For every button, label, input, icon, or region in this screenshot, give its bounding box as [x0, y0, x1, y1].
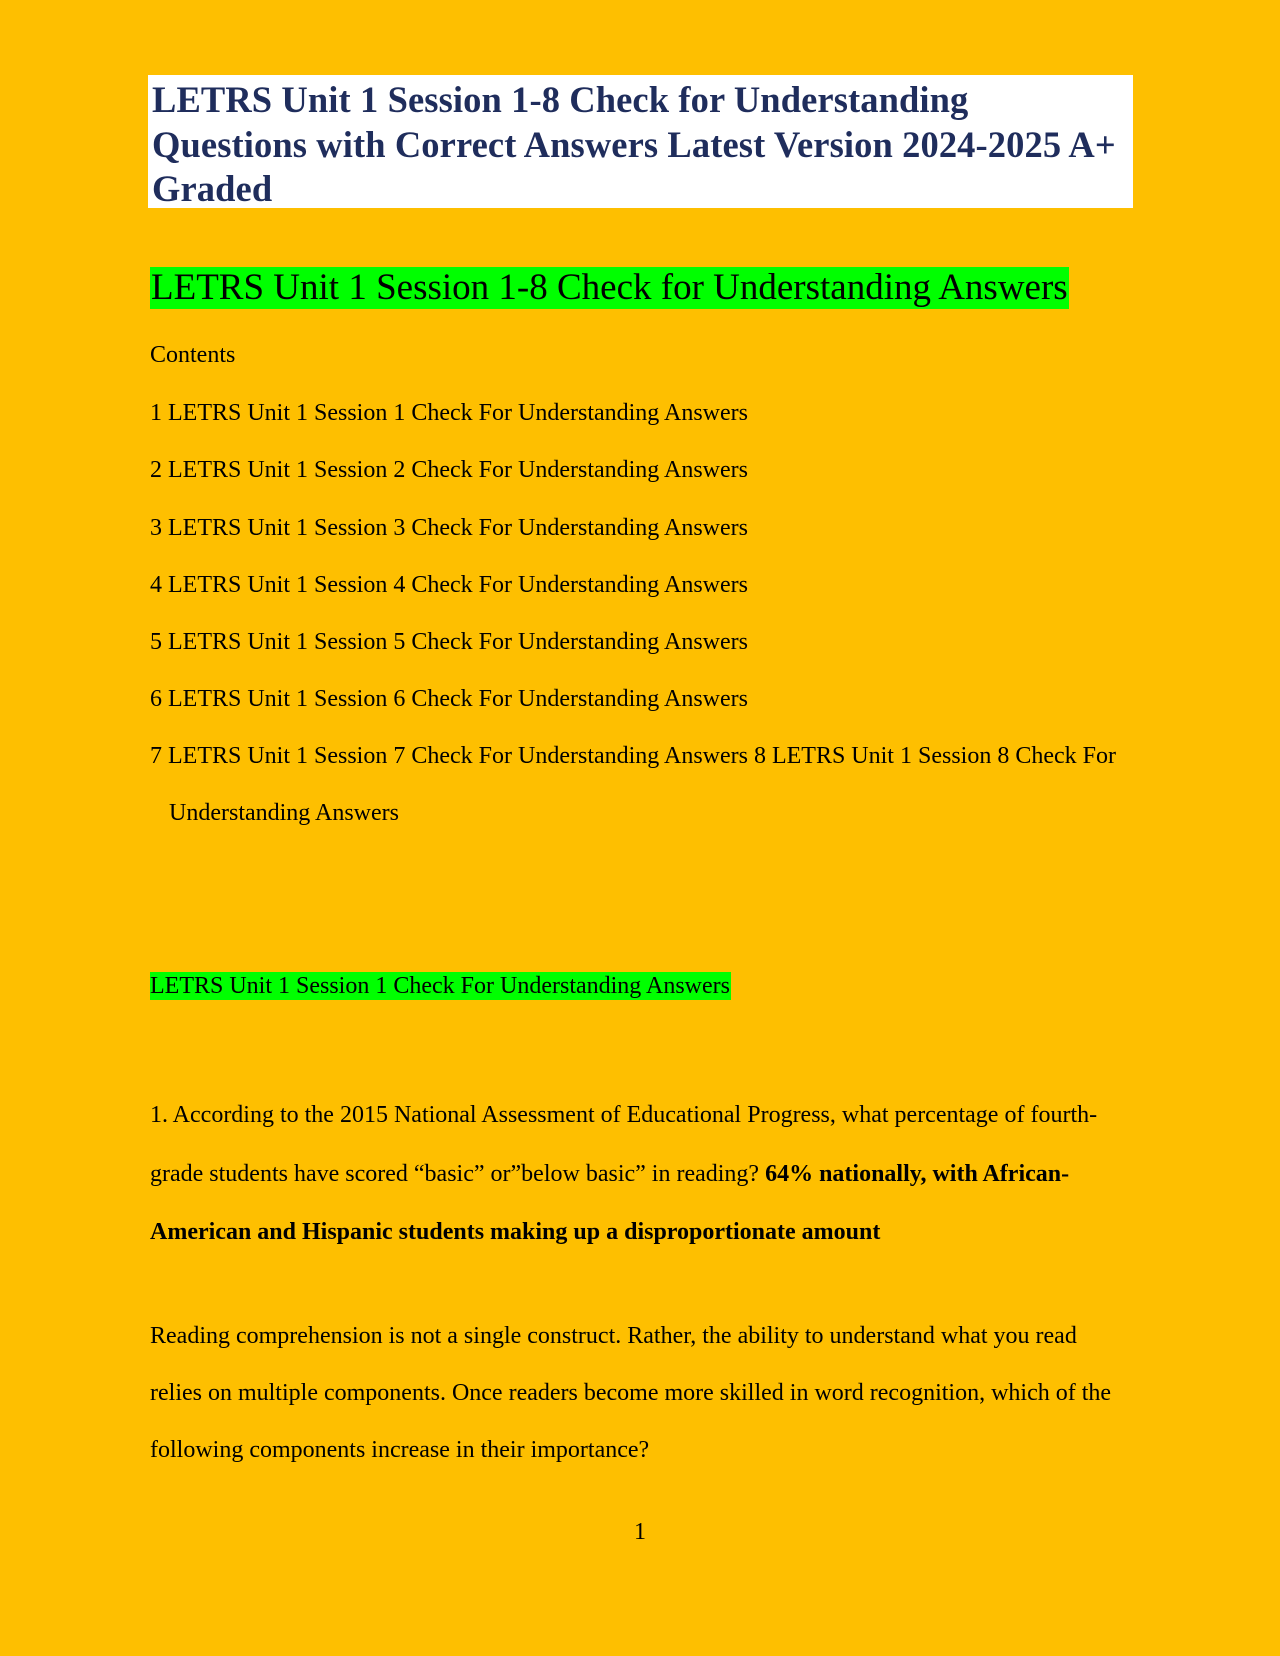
toc-item-4: 4 LETRS Unit 1 Session 4 Check For Understanding Answers [150, 571, 748, 598]
toc-item-3: 3 LETRS Unit 1 Session 3 Check For Understanding Answers [150, 514, 748, 541]
question-1-answer: 64% nationally, with African-American and Hispanic students making up a disproportionate amount [150, 1160, 1070, 1245]
title-box [148, 75, 1133, 208]
toc-item-6: 6 LETRS Unit 1 Session 6 Check For Understanding Answers [150, 686, 748, 713]
toc-item-2: 2 LETRS Unit 1 Session 2 Check For Understanding Answers [150, 457, 748, 484]
question-1 [150, 1086, 1130, 1262]
toc-item-7-8: 7 LETRS Unit 1 Session 7 Check For Understanding Answers 8 LETRS Unit 1 Session 8 Check For Understanding Answers [150, 743, 1116, 827]
section-heading: LETRS Unit 1 Session 1 Check For Understanding Answers [150, 973, 730, 999]
toc-item-5: 5 LETRS Unit 1 Session 5 Check For Understanding Answers [150, 629, 748, 656]
page-number: 1 [634, 1519, 646, 1545]
toc-item-1: 1 LETRS Unit 1 Session 1 Check For Understanding Answers [150, 400, 748, 426]
question-2-paragraph: Reading comprehension is not a single construct. Rather, the ability to understand what you read relies on multiple components. Once readers become more skilled in word recognition, which of the following components increase in their importance? [150, 1323, 1112, 1463]
highlighted-heading: LETRS Unit 1 Session 1-8 Check for Understanding Answers [151, 267, 1068, 308]
question-1-text: 1. According to the 2015 National Assessment of Educational Progress, what percentage of fourth-grade students have scored “basic” or”below basic” in reading? [150, 1102, 1098, 1187]
document-title: LETRS Unit 1 Session 1-8 Check for Understanding Questions with Correct Answers Latest Version 2024-2025 A+ Graded [152, 79, 1116, 209]
contents-label: Contents [150, 342, 236, 368]
table-of-contents [150, 397, 1130, 843]
